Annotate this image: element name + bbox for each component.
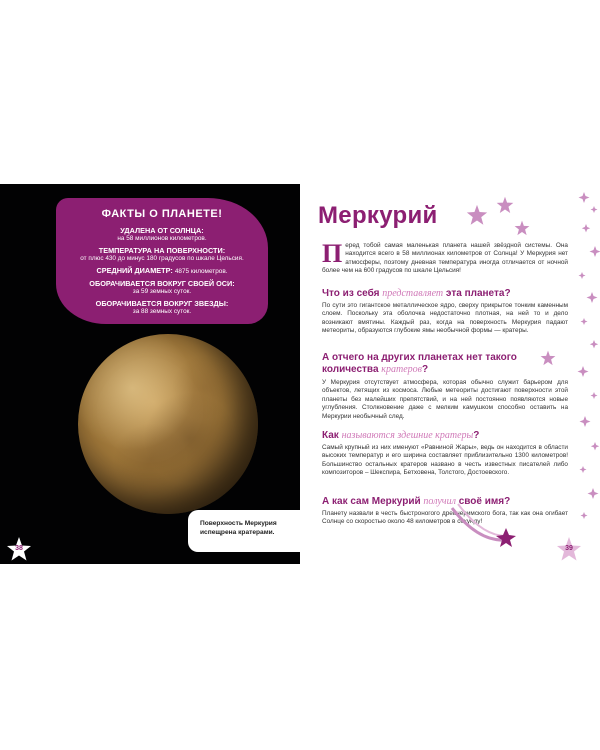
question-heading-4 <box>322 496 572 508</box>
fact-heading-text: СРЕДНИЙ ДИАМЕТР: <box>96 266 173 275</box>
mercury-planet-illustration <box>78 334 258 514</box>
fact-value: 4875 километров. <box>174 268 228 275</box>
page-number-text: 38 <box>15 545 23 552</box>
drop-cap: П <box>322 239 343 268</box>
fact-heading: ТЕМПЕРАТУРА НА ПОВЕРХНОСТИ: <box>98 246 226 255</box>
sparkles-decoration <box>576 184 600 564</box>
fact-item <box>56 266 268 276</box>
facts-title: ФАКТЫ О ПЛАНЕТЕ! <box>101 208 223 220</box>
fact-item <box>56 246 268 263</box>
fact-value: на 58 миллионов километров. <box>117 235 207 242</box>
heading-text: А как сам Меркурий <box>322 496 424 507</box>
right-page <box>300 184 600 564</box>
fact-item <box>56 279 268 296</box>
fact-heading: ОБОРАЧИВАЕТСЯ ВОКРУГ СВОЕЙ ОСИ: <box>89 279 235 288</box>
paragraph-3: Самый крупный из них именуют «Равниной Жары», ведь он находится в области высоких температур и его ширина составляет приблизительно 1300 километров! Большинство остальных кратеров названо в честь известных писателей либо композиторов – Шекспира, Бетховена, Толстого, Достоевского. <box>322 444 568 477</box>
fact-value: от плюс 430 до минус 180 градусов по шкале Цельсия. <box>80 255 244 262</box>
heading-highlight: называются здешние кратеры <box>341 430 474 441</box>
star-icon <box>466 204 488 226</box>
fact-value: за 59 земных суток. <box>132 288 192 295</box>
heading-highlight: кратеров <box>381 364 422 375</box>
paragraph-2: У Меркурия отсутствует атмосфера, которая обычно служит барьером для объектов, летящих из космоса. Любые метеориты достигают поверхности этой планеты без малейших препятствий, и на ней постоянно появляются новые углубления. Столкновение даже с мелким камушком способно оставить на Меркурии необычный след. <box>322 379 568 420</box>
heading-text: А отчего на других планетах нет такого <box>322 352 517 363</box>
heading-highlight: получил <box>423 496 456 507</box>
paragraph-4: Планету назвали в честь быстроногого древнеримского бога, так как она огибает Солнце со скоростью около 48 километров в секунду! <box>322 510 568 526</box>
fact-item <box>56 299 268 316</box>
question-heading-3 <box>322 430 572 442</box>
heading-text: ? <box>421 364 429 375</box>
heading-text: своё имя? <box>455 496 511 507</box>
page-number-left <box>6 536 32 562</box>
heading-text: количества <box>322 364 382 375</box>
question-heading-2 <box>322 352 572 376</box>
heading-text: Как <box>322 430 342 441</box>
heading-highlight: представляет <box>382 288 444 299</box>
heading-text: Что из себя <box>322 288 383 299</box>
paragraph-1: По сути это гигантское металлическое ядро, сверху прикрытое тонким каменным слоем. Поскольку эта оболочка недостаточно плотная, на ней то и дело возникают вмятины. Каждый раз, когда на поверхность Меркурия падают метеориты, образуются глубокие ямы необычной формы — кратеры. <box>322 302 568 335</box>
fact-heading <box>56 266 268 276</box>
fact-item <box>56 226 268 243</box>
page-number-text: 39 <box>565 545 573 552</box>
star-icon <box>514 220 530 236</box>
image-caption: Поверхность Меркурия испещрена кратерами. <box>188 510 300 552</box>
star-icon <box>496 196 514 214</box>
mercury-image <box>78 334 258 514</box>
intro-paragraph <box>322 239 568 276</box>
planet-facts-box <box>56 198 268 324</box>
fact-heading: ОБОРАЧИВАЕТСЯ ВОКРУГ ЗВЕЗДЫ: <box>95 299 229 308</box>
shooting-star-icon <box>448 502 518 548</box>
heading-text: эта планета? <box>443 288 511 299</box>
fact-value: за 88 земных суток. <box>132 308 192 315</box>
page-number-right <box>556 536 582 562</box>
left-page <box>0 184 300 564</box>
page-title: Меркурий <box>318 202 438 229</box>
book-spread <box>0 184 600 564</box>
question-heading-1 <box>322 288 572 300</box>
fact-heading: УДАЛЕНА ОТ СОЛНЦА: <box>120 226 204 235</box>
heading-text: ? <box>473 430 480 441</box>
heading-line-2 <box>322 364 572 376</box>
intro-text: еред тобой самая маленькая планета нашей звёздной системы. Она находится всего в 58 миллионах километров от Солнца! У Меркурия нет атмосферы, поэтому дневная температура иногда отличается от ночной более чем на 600 градусов по шкале Цельсия! <box>322 242 568 275</box>
